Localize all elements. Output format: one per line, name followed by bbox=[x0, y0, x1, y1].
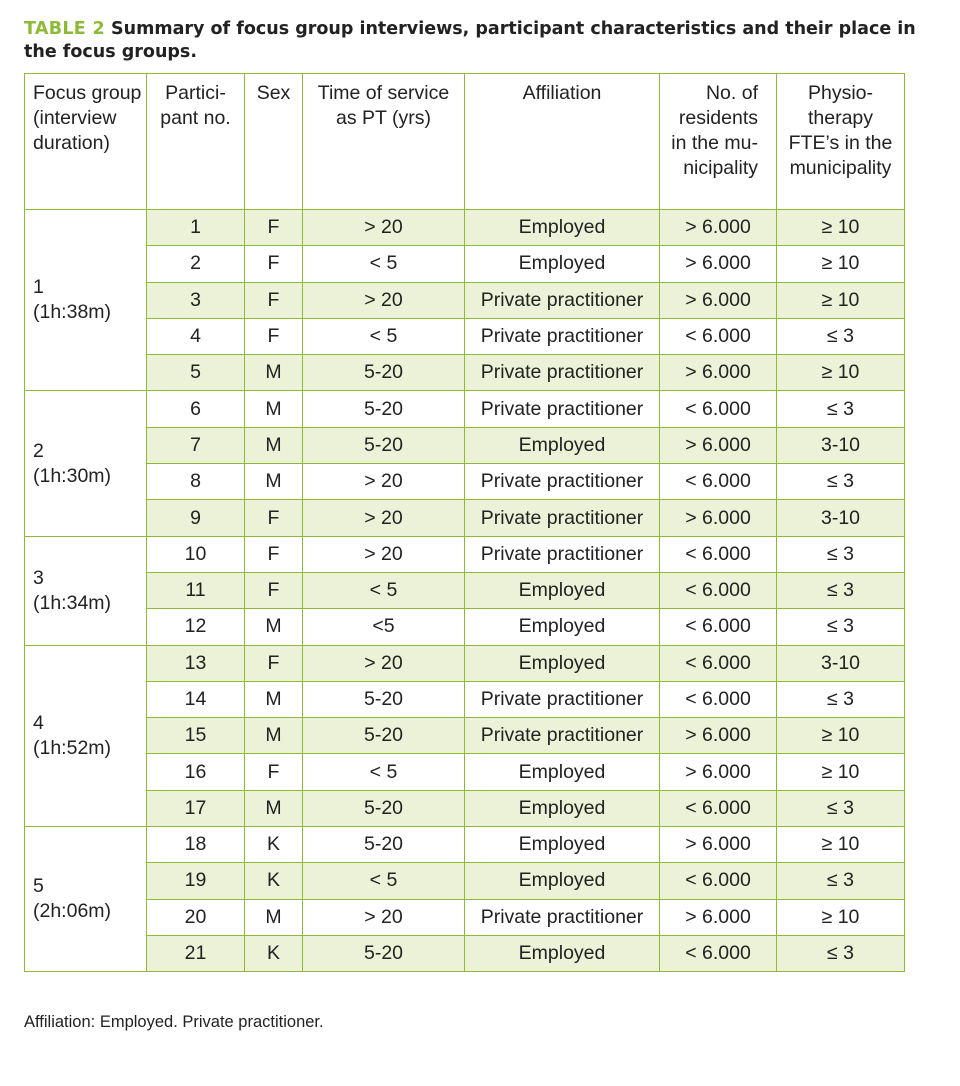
focus-group-duration: (1h:38m) bbox=[33, 301, 112, 324]
participant-number-cell: 20 bbox=[147, 899, 245, 935]
residents-cell: < 6.000 bbox=[660, 464, 777, 500]
header-line: as PT (yrs) bbox=[336, 107, 431, 129]
time-of-service-cell: < 5 bbox=[303, 318, 465, 354]
residents-cell: > 6.000 bbox=[660, 427, 777, 463]
sex-cell: F bbox=[245, 536, 303, 572]
sex-cell: F bbox=[245, 282, 303, 318]
time-of-service-cell: 5-20 bbox=[303, 681, 465, 717]
table-row bbox=[25, 572, 905, 608]
time-of-service-cell: 5-20 bbox=[303, 935, 465, 971]
header-sex bbox=[245, 74, 303, 210]
fte-cell: ≤ 3 bbox=[777, 609, 905, 645]
residents-cell: > 6.000 bbox=[660, 355, 777, 391]
time-of-service-cell: > 20 bbox=[303, 899, 465, 935]
fte-cell: ≤ 3 bbox=[777, 464, 905, 500]
sex-cell: F bbox=[245, 318, 303, 354]
table-row bbox=[25, 681, 905, 717]
table-row bbox=[25, 282, 905, 318]
header-residents bbox=[660, 74, 777, 210]
participant-number-cell: 12 bbox=[147, 609, 245, 645]
residents-cell: > 6.000 bbox=[660, 210, 777, 246]
table-row bbox=[25, 246, 905, 282]
participant-number-cell: 7 bbox=[147, 427, 245, 463]
affiliation-cell: Employed bbox=[465, 645, 660, 681]
residents-cell: > 6.000 bbox=[660, 500, 777, 536]
fte-cell: ≤ 3 bbox=[777, 681, 905, 717]
fte-cell: 3-10 bbox=[777, 500, 905, 536]
sex-cell: M bbox=[245, 790, 303, 826]
focus-group-number: 4 bbox=[33, 711, 44, 734]
table-row bbox=[25, 500, 905, 536]
fte-cell: ≥ 10 bbox=[777, 210, 905, 246]
fte-cell: 3-10 bbox=[777, 427, 905, 463]
header-line: municipality bbox=[789, 157, 892, 179]
focus-group-table bbox=[24, 73, 905, 972]
fte-cell: ≤ 3 bbox=[777, 536, 905, 572]
residents-cell: > 6.000 bbox=[660, 282, 777, 318]
affiliation-cell: Private practitioner bbox=[465, 536, 660, 572]
participant-number-cell: 8 bbox=[147, 464, 245, 500]
table-row bbox=[25, 645, 905, 681]
affiliation-cell: Private practitioner bbox=[465, 500, 660, 536]
header-line: Focus group bbox=[33, 82, 142, 104]
header-line: FTE’s in the bbox=[788, 132, 893, 154]
residents-cell: < 6.000 bbox=[660, 681, 777, 717]
header-line: therapy bbox=[807, 107, 874, 129]
header-line: Partici- bbox=[165, 82, 226, 104]
header-line: Affiliation bbox=[522, 82, 602, 104]
affiliation-cell: Employed bbox=[465, 246, 660, 282]
participant-number-cell: 4 bbox=[147, 318, 245, 354]
sex-cell: K bbox=[245, 935, 303, 971]
time-of-service-cell: > 20 bbox=[303, 645, 465, 681]
sex-cell: F bbox=[245, 246, 303, 282]
table-row bbox=[25, 863, 905, 899]
time-of-service-cell: > 20 bbox=[303, 500, 465, 536]
table-row bbox=[25, 427, 905, 463]
participant-number-cell: 17 bbox=[147, 790, 245, 826]
fte-cell: ≥ 10 bbox=[777, 827, 905, 863]
affiliation-cell: Employed bbox=[465, 827, 660, 863]
sex-cell: M bbox=[245, 681, 303, 717]
residents-cell: < 6.000 bbox=[660, 935, 777, 971]
participant-number-cell: 10 bbox=[147, 536, 245, 572]
table-row bbox=[25, 827, 905, 863]
affiliation-cell: Private practitioner bbox=[465, 355, 660, 391]
focus-group-cell bbox=[25, 645, 147, 826]
participant-number-cell: 11 bbox=[147, 572, 245, 608]
focus-group-duration: (1h:34m) bbox=[33, 591, 112, 614]
participant-number-cell: 19 bbox=[147, 863, 245, 899]
fte-cell: ≥ 10 bbox=[777, 754, 905, 790]
affiliation-cell: Employed bbox=[465, 935, 660, 971]
time-of-service-cell: 5-20 bbox=[303, 827, 465, 863]
fte-cell: ≤ 3 bbox=[777, 318, 905, 354]
focus-group-duration: (1h:52m) bbox=[33, 736, 112, 759]
header-participant bbox=[147, 74, 245, 210]
sex-cell: K bbox=[245, 827, 303, 863]
focus-group-cell bbox=[25, 536, 147, 645]
affiliation-cell: Employed bbox=[465, 790, 660, 826]
residents-cell: < 6.000 bbox=[660, 572, 777, 608]
participant-number-cell: 14 bbox=[147, 681, 245, 717]
participant-number-cell: 15 bbox=[147, 718, 245, 754]
sex-cell: F bbox=[245, 754, 303, 790]
sex-cell: M bbox=[245, 609, 303, 645]
time-of-service-cell: 5-20 bbox=[303, 718, 465, 754]
residents-cell: < 6.000 bbox=[660, 609, 777, 645]
table-label: TABLE 2 bbox=[24, 19, 105, 39]
fte-cell: ≥ 10 bbox=[777, 718, 905, 754]
time-of-service-cell: > 20 bbox=[303, 464, 465, 500]
header-line: Sex bbox=[256, 82, 291, 104]
table-caption bbox=[24, 18, 924, 64]
header-line: residents bbox=[678, 107, 758, 129]
residents-cell: < 6.000 bbox=[660, 536, 777, 572]
affiliation-cell: Private practitioner bbox=[465, 282, 660, 318]
time-of-service-cell: < 5 bbox=[303, 572, 465, 608]
residents-cell: < 6.000 bbox=[660, 645, 777, 681]
affiliation-cell: Private practitioner bbox=[465, 464, 660, 500]
affiliation-cell: Employed bbox=[465, 863, 660, 899]
header-fte bbox=[777, 74, 905, 210]
sex-cell: M bbox=[245, 355, 303, 391]
sex-cell: M bbox=[245, 718, 303, 754]
sex-cell: F bbox=[245, 572, 303, 608]
focus-group-number: 3 bbox=[33, 566, 44, 589]
sex-cell: F bbox=[245, 645, 303, 681]
table-row bbox=[25, 318, 905, 354]
time-of-service-cell: 5-20 bbox=[303, 391, 465, 427]
participant-number-cell: 2 bbox=[147, 246, 245, 282]
header-line: Physio- bbox=[807, 82, 874, 104]
focus-group-number: 5 bbox=[33, 875, 44, 898]
focus-group-duration: (2h:06m) bbox=[33, 900, 112, 923]
header-time-of-service bbox=[303, 74, 465, 210]
table-row bbox=[25, 210, 905, 246]
table-row bbox=[25, 536, 905, 572]
participant-number-cell: 5 bbox=[147, 355, 245, 391]
affiliation-cell: Employed bbox=[465, 572, 660, 608]
header-line: No. of bbox=[705, 82, 758, 104]
residents-cell: > 6.000 bbox=[660, 246, 777, 282]
table-row bbox=[25, 609, 905, 645]
table-row bbox=[25, 464, 905, 500]
fte-cell: ≤ 3 bbox=[777, 391, 905, 427]
table-row bbox=[25, 391, 905, 427]
table-body bbox=[25, 210, 905, 972]
affiliation-cell: Employed bbox=[465, 754, 660, 790]
focus-group-number: 2 bbox=[33, 439, 44, 462]
time-of-service-cell: > 20 bbox=[303, 210, 465, 246]
participant-number-cell: 3 bbox=[147, 282, 245, 318]
affiliation-cell: Employed bbox=[465, 210, 660, 246]
focus-group-cell bbox=[25, 210, 147, 391]
residents-cell: > 6.000 bbox=[660, 899, 777, 935]
participant-number-cell: 18 bbox=[147, 827, 245, 863]
time-of-service-cell: > 20 bbox=[303, 282, 465, 318]
header-affiliation bbox=[465, 74, 660, 210]
header-line: Time of service bbox=[317, 82, 450, 104]
time-of-service-cell: 5-20 bbox=[303, 355, 465, 391]
residents-cell: < 6.000 bbox=[660, 863, 777, 899]
fte-cell: 3-10 bbox=[777, 645, 905, 681]
time-of-service-cell: 5-20 bbox=[303, 427, 465, 463]
focus-group-number: 1 bbox=[33, 276, 44, 299]
sex-cell: K bbox=[245, 863, 303, 899]
participant-number-cell: 6 bbox=[147, 391, 245, 427]
time-of-service-cell: <5 bbox=[303, 609, 465, 645]
time-of-service-cell: < 5 bbox=[303, 754, 465, 790]
residents-cell: > 6.000 bbox=[660, 827, 777, 863]
residents-cell: > 6.000 bbox=[660, 718, 777, 754]
fte-cell: ≥ 10 bbox=[777, 246, 905, 282]
affiliation-cell: Private practitioner bbox=[465, 318, 660, 354]
sex-cell: M bbox=[245, 427, 303, 463]
residents-cell: > 6.000 bbox=[660, 754, 777, 790]
fte-cell: ≤ 3 bbox=[777, 572, 905, 608]
sex-cell: M bbox=[245, 391, 303, 427]
participant-number-cell: 1 bbox=[147, 210, 245, 246]
sex-cell: M bbox=[245, 464, 303, 500]
header-line: nicipality bbox=[683, 157, 758, 179]
time-of-service-cell: < 5 bbox=[303, 863, 465, 899]
sex-cell: F bbox=[245, 500, 303, 536]
participant-number-cell: 21 bbox=[147, 935, 245, 971]
fte-cell: ≤ 3 bbox=[777, 790, 905, 826]
fte-cell: ≤ 3 bbox=[777, 863, 905, 899]
affiliation-cell: Employed bbox=[465, 609, 660, 645]
header-line: in the mu- bbox=[671, 132, 758, 154]
participant-number-cell: 16 bbox=[147, 754, 245, 790]
sex-cell: F bbox=[245, 210, 303, 246]
table-title: Summary of focus group interviews, participant characteristics and their place in the focus groups. bbox=[24, 19, 916, 62]
participant-number-cell: 9 bbox=[147, 500, 245, 536]
residents-cell: < 6.000 bbox=[660, 790, 777, 826]
participant-number-cell: 13 bbox=[147, 645, 245, 681]
header-line: duration) bbox=[33, 132, 110, 154]
focus-group-cell bbox=[25, 827, 147, 972]
fte-cell: ≥ 10 bbox=[777, 282, 905, 318]
table-row bbox=[25, 899, 905, 935]
affiliation-cell: Private practitioner bbox=[465, 391, 660, 427]
header-row bbox=[25, 74, 905, 210]
residents-cell: < 6.000 bbox=[660, 318, 777, 354]
table-row bbox=[25, 718, 905, 754]
fte-cell: ≤ 3 bbox=[777, 935, 905, 971]
table-row bbox=[25, 355, 905, 391]
table-row bbox=[25, 754, 905, 790]
affiliation-cell: Private practitioner bbox=[465, 899, 660, 935]
fte-cell: ≥ 10 bbox=[777, 355, 905, 391]
table-footnote: Affiliation: Employed. Private practitioner. bbox=[24, 1013, 324, 1031]
sex-cell: M bbox=[245, 899, 303, 935]
fte-cell: ≥ 10 bbox=[777, 899, 905, 935]
affiliation-cell: Employed bbox=[465, 427, 660, 463]
time-of-service-cell: < 5 bbox=[303, 246, 465, 282]
header-line: pant no. bbox=[160, 107, 231, 129]
header-line: (interview bbox=[33, 107, 117, 129]
table-row bbox=[25, 790, 905, 826]
focus-group-duration: (1h:30m) bbox=[33, 464, 112, 487]
residents-cell: < 6.000 bbox=[660, 391, 777, 427]
header-focus-group bbox=[25, 74, 147, 210]
table-row bbox=[25, 935, 905, 971]
affiliation-cell: Private practitioner bbox=[465, 681, 660, 717]
time-of-service-cell: 5-20 bbox=[303, 790, 465, 826]
focus-group-cell bbox=[25, 391, 147, 536]
time-of-service-cell: > 20 bbox=[303, 536, 465, 572]
affiliation-cell: Private practitioner bbox=[465, 718, 660, 754]
